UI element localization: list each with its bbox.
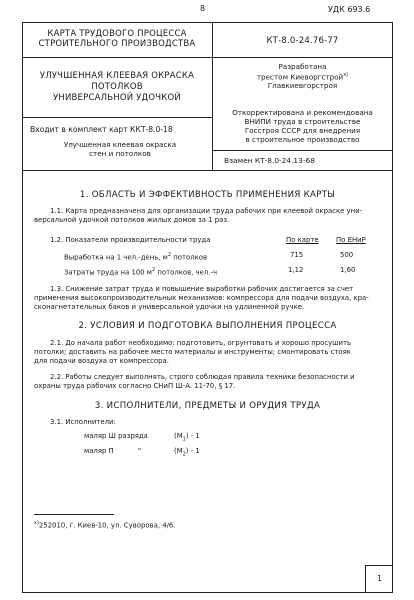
p21-line3: для подачи воздуха от компрессора. [34, 357, 169, 366]
section3-heading: 3. ИСПОЛНИТЕЛИ, ПРЕДМЕТЫ И ОРУДИЯ ТРУДА [94, 401, 321, 411]
work-title-line3: УНИВЕРСАЛЬНОЙ УДОЧКОЙ [53, 93, 181, 103]
row2-card-value: 1,12 [288, 266, 304, 274]
section1-p12-label: 1.2. Показатели производительности труда [50, 236, 211, 244]
row2-enir-value: 1,60 [340, 266, 356, 274]
developed-line2: трестом Киеворгстрой [256, 72, 344, 82]
worker1-formula [174, 432, 200, 445]
col-header-enir: По ЕНиР [336, 236, 366, 244]
card-code: КТ-8.0-24.76-77 [266, 36, 339, 46]
row1-label-tail: потолков [171, 253, 208, 262]
card-title [22, 29, 212, 49]
footnote-mark: x) [34, 520, 39, 526]
developed-mark: x) [343, 72, 349, 78]
worker2-qty: ) - 1 [185, 447, 200, 455]
section1-heading: 1. ОБЛАСТЬ И ЭФФЕКТИВНОСТЬ ПРИМЕНЕНИЯ КАРТЫ [79, 190, 336, 200]
footnote [34, 519, 175, 531]
page-box-number: 1 [377, 574, 382, 583]
worker1-name: маляр Ш разряда [84, 432, 148, 440]
p13-line3: сконагнетательных баков и универсальной удочки на удлиненной ручке. [34, 303, 305, 312]
card-title-line2: СТРОИТЕЛЬНОГО ПРОИЗВОДСТВА [38, 39, 196, 49]
worker2-formula [174, 447, 200, 460]
title-divider-4 [22, 170, 393, 171]
worker2-sub: 2 [182, 451, 186, 458]
set-sub [30, 140, 210, 158]
page-box [365, 565, 393, 593]
productivity-row-2 [64, 266, 217, 278]
section2-heading: 2. УСЛОВИЯ И ПОДГОТОВКА ВЫПОЛНЕНИЯ ПРОЦЕССА [78, 321, 337, 331]
title-divider-2 [22, 117, 212, 118]
worker-row-2 [84, 447, 141, 456]
p13-line2: применения высокопроизводительных механизмов: компрессора для подачи воздуха, кра- [34, 294, 369, 303]
p11-line1: 1.1. Карта предназначена для организации труда рабочих при клеевой окраске уни- [50, 207, 363, 215]
corrected-line4: в строительное производство [245, 135, 360, 144]
title-divider-1 [22, 57, 393, 58]
row2-sup: 2 [152, 267, 156, 273]
title-divider-3 [212, 150, 393, 151]
worker2-ditto: " [137, 447, 142, 455]
worker1-code: (M [174, 432, 183, 440]
developed-line3: Главкиевгорстроя [267, 81, 338, 91]
udk-code: УДК 693.6 [328, 5, 371, 14]
set-line: Входит в комплект карт ККТ-8.0-18 [30, 125, 173, 134]
page-number: 8 [200, 4, 206, 13]
p13-line1: 1.3. Снижение затрат труда и повышение выработки рабочих достигается за счет [50, 285, 354, 293]
replaces-card: Взамен КТ-8.0-24.13-68 [224, 156, 315, 165]
section2-p22 [34, 373, 386, 391]
card-title-line1: КАРТА ТРУДОВОГО ПРОЦЕССА [47, 29, 187, 39]
row2-label-tail: потолков, чел.-ч [155, 268, 218, 277]
row2-label: Затраты труда на 100 м [64, 268, 152, 277]
developed-by [212, 62, 393, 90]
productivity-row-1 [64, 251, 207, 263]
section1-p13 [34, 285, 386, 313]
footnote-text: 252010, г. Киев-10, ул. Суворова, 4/6. [38, 521, 176, 530]
worker2-code: (M [174, 447, 183, 455]
work-title [22, 71, 212, 104]
section2-p21 [34, 339, 386, 367]
row1-sup: 2 [167, 252, 172, 258]
p21-line1: 2.1. До начала работ необходимо: подготовить, огрунтовать и хорошо просушить [50, 339, 352, 347]
developed-line2-wrap [212, 71, 393, 81]
work-title-line2: ПОТОЛКОВ [91, 82, 143, 92]
worker2-name: маляр П [84, 447, 114, 455]
corrected-line2: ВНИПИ труда в строительстве [244, 117, 361, 126]
worker1-sub: 1 [182, 436, 186, 443]
worker-row-1 [84, 432, 148, 441]
p11-line2: версальной удочкой потолков жилых домов за 1 раз. [34, 216, 230, 225]
set-sub-line2: стен и потолков [89, 149, 151, 158]
row1-label: Выработка на 1 чел.-день, м [64, 253, 168, 262]
work-title-line1: УЛУЧШЕННАЯ КЛЕЕВАЯ ОКРАСКА [39, 71, 195, 81]
p22-line1: 2.2. Работы следует выполнять, строго соблюдая правила техники безопасности и [50, 373, 355, 381]
col-header-card: По карте [286, 236, 319, 244]
p22-line2: охраны труда рабочих согласно СНиП Ш-А. 11-70, § 17. [34, 382, 236, 391]
corrected-by [212, 108, 393, 144]
corrected-line1: Откорректирована и рекомендована [232, 108, 373, 117]
row1-enir-value: 500 [340, 251, 354, 259]
footnote-rule [34, 514, 114, 515]
corrected-line3: Госстроя СССР для внедрения [244, 126, 361, 135]
p21-line2: потолки; доставить на рабочее место материалы и инструменты; смонтировать стояк [34, 348, 351, 357]
set-sub-line1: Улучшенная клеевая окраска [63, 140, 177, 149]
worker1-qty: ) - 1 [185, 432, 200, 440]
set-info [30, 125, 210, 158]
section1-p11 [34, 207, 386, 225]
developed-line1: Разработана [278, 62, 327, 71]
row1-card-value: 715 [290, 251, 304, 259]
section3-p31: 3.1. Исполнители: [50, 418, 116, 426]
